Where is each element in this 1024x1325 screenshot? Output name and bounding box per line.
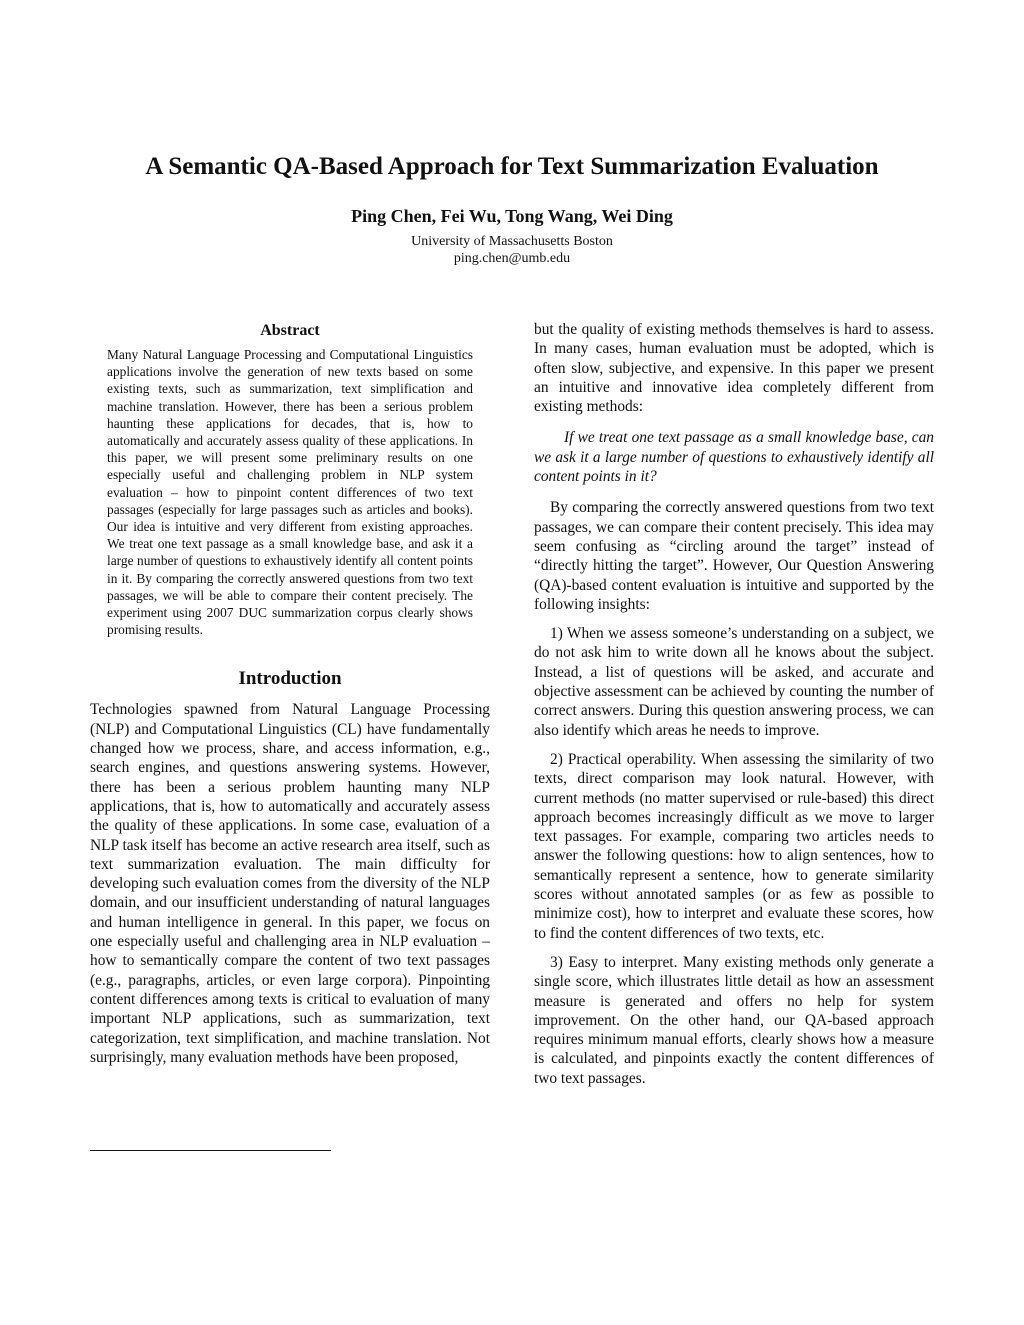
abstract-section bbox=[107, 320, 473, 638]
insight-1-paragraph: 1) When we assess someone’s understanding on a subject, we do not ask him to write down all he knows about the subject. Instead, a list of questions will be asked, and accurate and objective assessment can be achieved by counting the number of correct answers. During this question answering process, we can also identify which areas he needs to improve. bbox=[534, 625, 934, 739]
introduction-paragraph-1: Technologies spawned from Natural Language Processing (NLP) and Computational Linguistics (CL) have fundamentally changed how we process, share, and access information, e.g., search engines, and questions answering systems. However, there has been a serious problem haunting many NLP applications, that is, how to automatically and accurately assess the quality of these applications. In some case, evaluation of a NLP task itself has become an active research area itself, such as text summarization evaluation. The main difficulty for developing such evaluation comes from the diversity of the NLP domain, and our insufficient understanding of natural languages and human intelligence in general. In this paper, we focus on one especially useful and challenging area in NLP evaluation – how to semantically compare the content of two text passages (e.g., paragraphs, articles, or even large corpora). Pinpointing content differences among texts is critical to evaluation of many important NLP applications, such as summarization, text categorization, text simplification, and machine translation. Not surprisingly, many evaluation methods have been proposed, bbox=[90, 701, 490, 1066]
author-email: ping.chen@umb.edu bbox=[453, 251, 571, 266]
paper-title: A Semantic QA-Based Approach for Text Summarization Evaluation bbox=[145, 153, 879, 180]
left-column bbox=[90, 320, 490, 1067]
footnote-divider bbox=[90, 1150, 331, 1151]
insight-2-paragraph: 2) Practical operability. When assessing the similarity of two texts, direct comparison may look natural. However, with current methods (no matter supervised or rule-based) this direct approach becomes increasingly difficult as we move to larger text passages. For example, comparing two articles needs to answer the following questions: how to align sentences, how to semantically represent a sentence, how to generate similarity scores without annotated samples (or as few as possible to minimize cost), how to interpret and evaluate these scores, how to find the content differences of two texts, etc. bbox=[534, 750, 934, 942]
abstract-text: Many Natural Language Processing and Computational Linguistics applications involve the generation of new texts based on some existing texts, such as summarization, text simplification and machine translation. However, there has been a serious problem haunting these applications for decades, that is, how to automatically and accurately assess quality of these applications. In this paper, we will present some preliminary results on one especially useful and challenging problem in NLP system evaluation – how to pinpoint content differences of two text passages (especially for large passages such as articles and books). Our idea is intuitive and very different from existing approaches. We treat one text passage as a small knowledge base, and ask it a large number of questions to exhaustively identify all content points in it. By comparing the correctly answered questions from two text passages, we will be able to compare their content precisely. The experiment using 2007 DUC summarization corpus clearly shows promising results. bbox=[107, 347, 473, 638]
affiliation: University of Massachusetts Boston bbox=[411, 234, 613, 249]
key-question-quote: If we treat one text passage as a small knowledge base, can we ask it a large number of questions to exhaustively identify all content points in it? bbox=[534, 429, 934, 486]
introduction-heading: Introduction bbox=[238, 668, 342, 690]
author-affiliation-block bbox=[0, 233, 1024, 267]
paper-authors: Ping Chen, Fei Wu, Tong Wang, Wei Ding bbox=[351, 206, 673, 226]
introduction-paragraph-2: By comparing the correctly answered questions from two text passages, we can compare their content precisely. This idea may seem confusing as “circling around the target” instead of “directly hitting the target”. However, Our Question Answering (QA)-based content evaluation is intuitive and supported by the following insights: bbox=[534, 499, 934, 613]
right-column bbox=[534, 320, 934, 1088]
abstract-heading: Abstract bbox=[260, 322, 320, 339]
insight-3-paragraph: 3) Easy to interpret. Many existing methods only generate a single score, which illustrates little detail as how an assessment measure is generated and offers no help for system improvement. On the other hand, our QA-based approach requires minimum manual efforts, clearly shows how a measure is calculated, and pinpoints exactly the content differences of two text passages. bbox=[534, 953, 934, 1087]
introduction-continuation: but the quality of existing methods themselves is hard to assess. In many cases, human evaluation must be adopted, which is often slow, subjective, and expensive. In this paper we present an intuitive and innovative idea completely different from existing methods: bbox=[534, 321, 934, 416]
